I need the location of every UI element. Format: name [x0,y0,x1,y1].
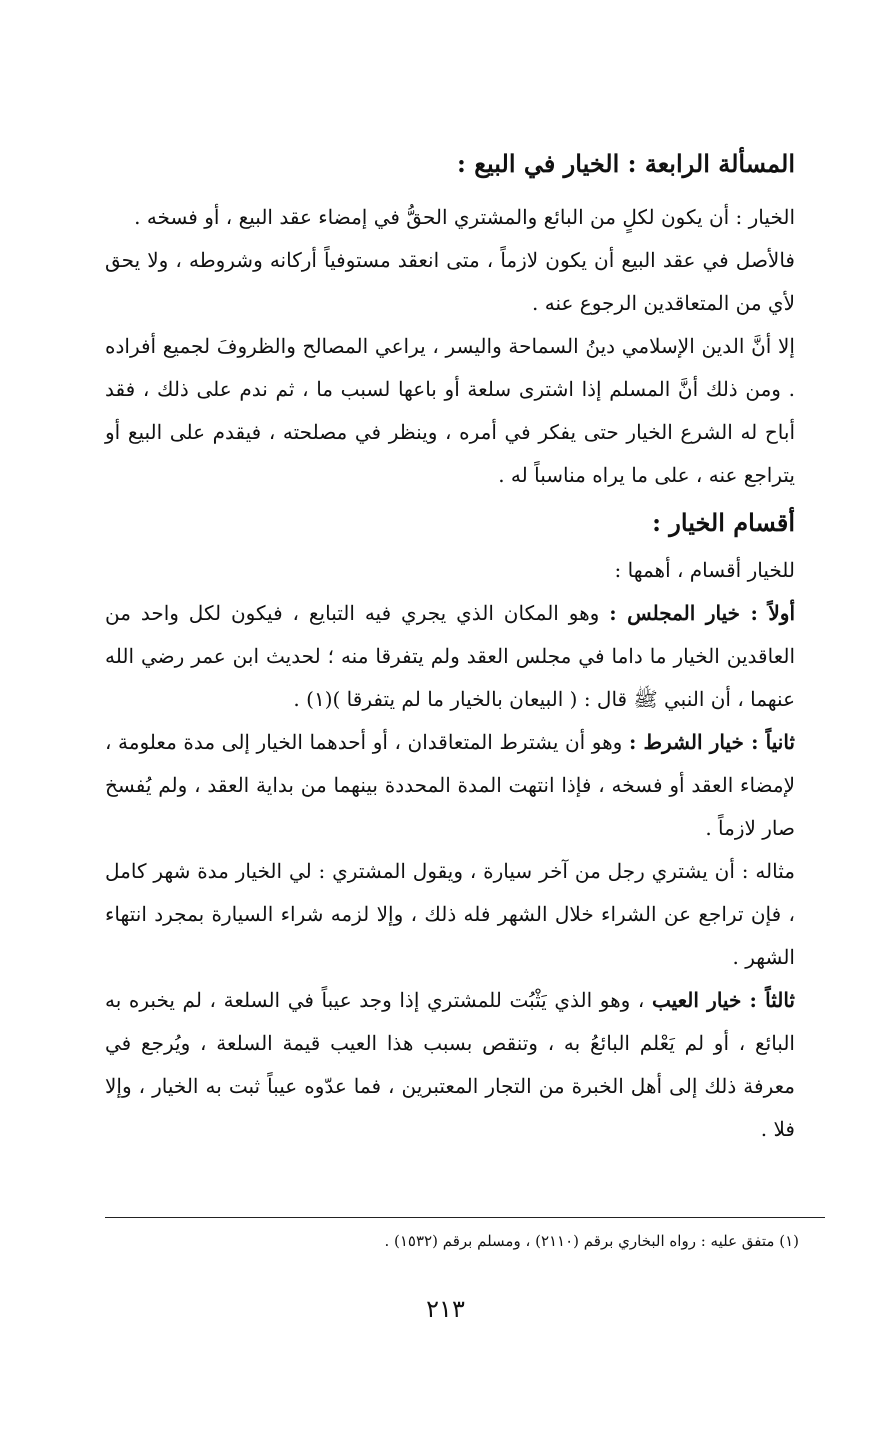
types-intro: للخيار أقسام ، أهمها : [614,558,795,582]
origin-paragraph: فالأصل في عقد البيع أن يكون لازماً ، متى انعقد مستوفياً أركانه وشروطه ، ولا يحق لأي من المتعاقدين الرجوع عنه . [105,248,795,315]
exception-paragraph: إلا أنَّ الدين الإسلامي دينُ السماحة واليسر ، يراعي المصالح والظروفَ لجميع أفراده . ومن ذلك أنَّ المسلم إذا اشترى سلعة أو باعها لسبب ما ، ثم ندم على ذلك ، فقد أباح له الشرع الخيار حتى يفكر في أمره ، وينظر في مصلحته ، فيقدم على البيع أو يتراجع عنه ، على ما يراه مناسباً له . [105,334,795,487]
third-type-text: ، وهو الذي يَثْبُت للمشتري إذا وجد عيباً في السلعة ، لم يخبره به البائع ، أو لم يَعْلم البائعُ به ، وتنقص بسبب هذا العيب قيمة السلعة ، ويُرجع في معرفة ذلك إلى أهل الخبرة من التجار المعتبرين ، فما عدّوه عيباً ثبت به الخيار ، وإلا فلا . [105,988,795,1141]
book-page [105,138,795,1151]
footnote-divider [105,1217,825,1218]
section-heading: المسألة الرابعة : الخيار في البيع : [457,149,795,178]
third-type-label: ثالثاً : خيار العيب [651,988,795,1012]
types-heading: أقسام الخيار : [652,508,795,537]
first-type-text: وهو المكان الذي يجري فيه التبايع ، فيكون لكل واحد من العاقدين الخيار ما داما في مجلس العقد ولم يتفرقا منه ؛ لحديث ابن عمر رضي الله عنهما ، أن النبي ﷺ قال : ( البيعان بالخيار ما لم يتفرقا )(١) . [105,601,795,711]
second-type-text: وهو أن يشترط المتعاقدان ، أو أحدهما الخيار إلى مدة معلومة ، لإمضاء العقد أو فسخه ، فإذا انتهت المدة المحددة بينهما من بداية العقد ، ولم يُفسخ صار لازماً . [105,730,795,840]
second-type-paragraph [105,721,795,850]
page-number: ٢١٣ [426,1295,465,1323]
second-type-example: مثاله : أن يشتري رجل من آخر سيارة ، ويقول المشتري : لي الخيار مدة شهر كامل ، فإن تراجع عن الشراء خلال الشهر فله ذلك ، وإلا لزمه شراء السيارة بمجرد انتهاء الشهر . [105,859,795,969]
first-type-paragraph [105,592,795,721]
footnote-text: (١) متفق عليه : رواه البخاري برقم (٢١١٠) ، ومسلم برقم (١٥٣٢) . [384,1232,799,1250]
third-type-paragraph [105,979,795,1151]
second-type-label: ثانياً : خيار الشرط : [628,730,795,754]
first-type-label: أولاً : خيار المجلس : [609,601,795,625]
definition-paragraph: الخيار : أن يكون لكلٍ من البائع والمشتري الحقُّ في إمضاء عقد البيع ، أو فسخه . [134,205,795,229]
